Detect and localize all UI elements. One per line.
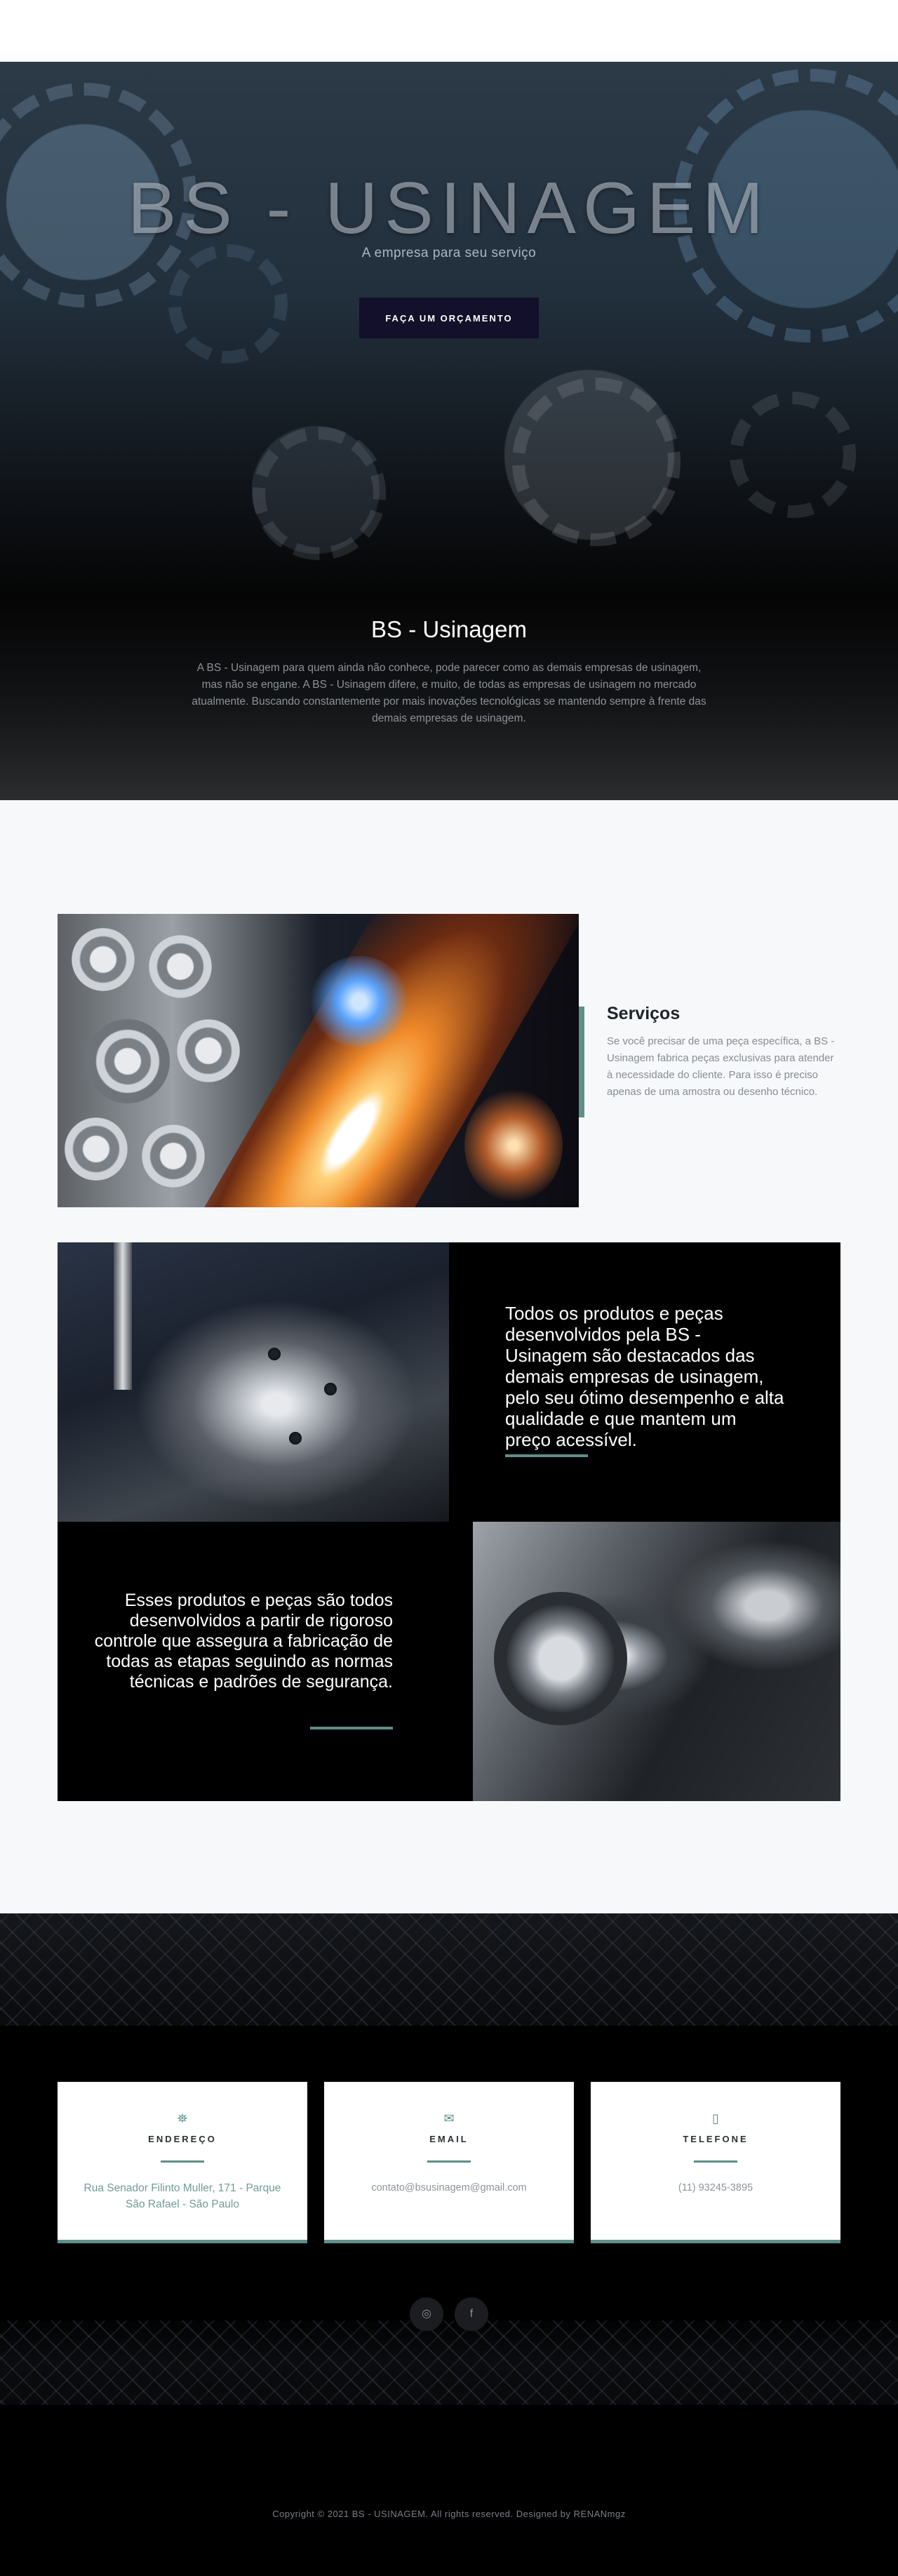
email-card xyxy=(324,2082,574,2243)
card-divider xyxy=(427,2160,471,2163)
machined-part xyxy=(149,935,212,998)
phone-value[interactable]: (11) 93245-3895 xyxy=(678,2182,753,2193)
part-hole xyxy=(268,1348,281,1360)
product-text-2: Esses produtos e peças são todos desenvolvidos a partir de rigoroso controle que assegura a fabricação de todas as etapas seguindo as normas técnicas e padrões de segurança. xyxy=(94,1591,393,1692)
top-bar xyxy=(0,0,898,62)
services-image xyxy=(58,914,579,1207)
hero-subtitle: A empresa para seu serviço xyxy=(361,246,537,260)
part-hole xyxy=(289,1432,302,1445)
footer-copyright: Copyright © 2021 BS - USINAGEM. All rights reserved. Designed by RENANmgz xyxy=(272,2509,626,2519)
gear-image xyxy=(253,427,386,560)
card-label: EMAIL xyxy=(429,2134,469,2144)
cutting-sparks xyxy=(464,1089,563,1202)
envelope-icon: ✉ xyxy=(443,2111,455,2125)
card-divider xyxy=(694,2160,737,2163)
address-value[interactable]: Rua Senador Filinto Muller, 171 - Parque São Rafael - São Paulo xyxy=(83,2182,281,2210)
machined-part xyxy=(72,928,135,991)
footer-background xyxy=(0,2405,898,2576)
address-card xyxy=(58,2082,307,2243)
product-underline xyxy=(310,1727,393,1729)
gear-image xyxy=(730,392,856,518)
gear-image xyxy=(512,378,681,546)
about-text: A BS - Usinagem para quem ainda não conhece, pode parecer como as demais empresas de usinagem, mas não se engane. A BS - Usinagem difere, e muito, de todas as empresas de usinagem no mercado atualmente. Buscando constantemente por mais inovações tecnológicas se mantendo sempre à frente das demais empresas de usinagem. xyxy=(192,662,706,724)
machined-part xyxy=(177,1019,240,1082)
machined-part xyxy=(65,1117,128,1181)
instagram-icon[interactable]: ◎ xyxy=(410,2297,443,2331)
machined-part xyxy=(142,1124,205,1188)
product-text-1: Todos os produtos e peças desenvolvidos pela BS - Usinagem são destacados das demais empresas de usinagem, pelo seu ótimo desempenho e alta qualidade e que mantem um preço acessível. xyxy=(505,1303,784,1450)
milling-image xyxy=(58,1242,449,1522)
lathe-chuck xyxy=(494,1592,627,1725)
phone-icon: ▯ xyxy=(712,2111,719,2125)
contact-section xyxy=(0,1913,898,2576)
card-label: TELEFONE xyxy=(683,2134,749,2144)
quote-button[interactable]: FAÇA UM ORÇAMENTO xyxy=(359,298,539,338)
services-title: Serviços xyxy=(607,1004,681,1023)
welding-glow xyxy=(310,956,408,1047)
machined-part xyxy=(86,1019,170,1103)
services-text: Se você precisar de uma peça específica, a BS - Usinagem fabrica peças exclusivas para atender à necessidade do cliente. Para isso é preciso apenas de uma amostra ou desenho técnico. xyxy=(607,1035,835,1098)
services-accent-bar xyxy=(579,1007,584,1117)
hero-section xyxy=(0,62,898,800)
products-grid xyxy=(58,1242,840,1801)
email-value[interactable]: contato@bsusinagem@gmail.com xyxy=(371,2182,527,2193)
about-title: BS - Usinagem xyxy=(371,616,527,642)
drill-bit xyxy=(114,1242,132,1390)
phone-card xyxy=(591,2082,840,2243)
product-underline xyxy=(505,1454,588,1457)
part-hole xyxy=(324,1383,337,1395)
card-label: ENDEREÇO xyxy=(148,2134,217,2144)
gear-image xyxy=(168,244,288,364)
facebook-icon[interactable]: f xyxy=(455,2297,488,2331)
card-divider xyxy=(161,2160,204,2163)
lathe-image xyxy=(473,1522,840,1801)
hero-title: BS - USINAGEM xyxy=(128,168,770,249)
map-icon: ⛯ xyxy=(177,2111,188,2125)
